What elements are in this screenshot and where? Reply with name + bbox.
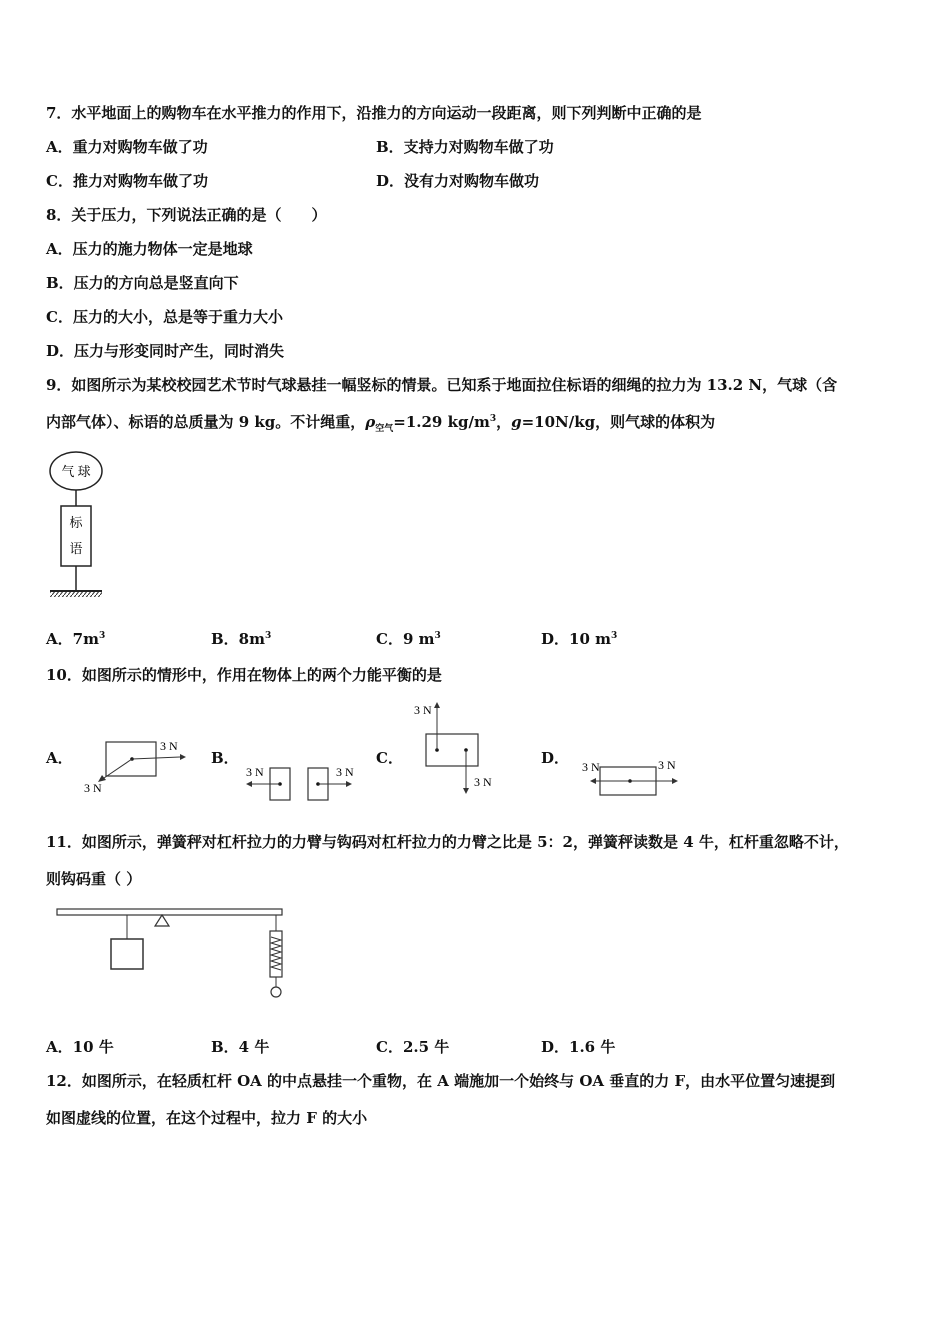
q9-balloon-figure: [40, 445, 120, 605]
force-label-a-right: 3 N: [160, 739, 178, 753]
q10-option-c[interactable]: C．: [376, 749, 403, 767]
force-label-d-left: 3 N: [582, 760, 600, 774]
q9-option-d[interactable]: [541, 628, 617, 649]
rho-subscript: 空气: [375, 424, 394, 434]
banner-char-2: 语: [69, 541, 83, 556]
q12-stem-line2: 如图虚线的位置，在这个过程中，拉力 F 的大小: [46, 1109, 368, 1127]
q10-stem: 10．如图所示的情形中，作用在物体上的两个力能平衡的是: [46, 666, 442, 684]
q10-option-a[interactable]: A．: [46, 749, 73, 767]
q11-stem-line2: 则钩码重（ ）: [46, 870, 142, 888]
q11-option-b[interactable]: B．4 牛: [211, 1038, 270, 1056]
q11-lever-figure: [52, 905, 292, 1005]
q9-option-b-sup: 3: [265, 631, 272, 641]
q9-option-d-text: D．10 m: [541, 630, 611, 648]
cube-superscript: 3: [489, 414, 497, 424]
q7-option-a[interactable]: A．重力对购物车做了功: [46, 138, 208, 156]
q11-stem-line1: 11．如图所示，弹簧秤对杠杆拉力的力臂与钩码对杠杆拉力的力臂之比是 5：2，弹簧秤读数是 4 牛，杠杆重忽略不计，: [46, 833, 849, 851]
force-label-d-right: 3 N: [658, 758, 676, 772]
q9-stem-part-b: =1.29 kg/m: [393, 413, 490, 431]
q9-option-b[interactable]: [211, 628, 271, 649]
q9-option-c-text: C．9 m: [376, 630, 435, 648]
q9-stem-part-d: =10N/kg，则气球的体积为: [521, 413, 716, 431]
q9-option-a-text: A．7m: [46, 630, 99, 648]
q9-option-c[interactable]: [376, 628, 441, 649]
q7-option-d[interactable]: D．没有力对购物车做功: [376, 172, 540, 190]
q12-stem-line1: 12．如图所示，在轻质杠杆 OA 的中点悬挂一个重物，在 A 端施加一个始终与 OA 垂直的力 F，由水平位置匀速提到: [46, 1072, 836, 1090]
banner-char-1: 标: [69, 515, 83, 530]
q7-option-c[interactable]: C．推力对购物车做了功: [46, 172, 208, 190]
q10-figure-d: [576, 755, 696, 805]
q9-stem-line2: [46, 411, 715, 434]
balloon-label: 气 球: [61, 464, 91, 479]
force-label-b-right: 3 N: [336, 765, 354, 779]
q8-option-b[interactable]: B．压力的方向总是竖直向下: [46, 274, 239, 292]
q9-option-b-text: B．8m: [211, 630, 265, 648]
q10-figure-a: [80, 732, 190, 802]
q10-figure-c: [408, 700, 518, 800]
q9-option-a[interactable]: [46, 628, 105, 649]
q8-option-c[interactable]: C．压力的大小，总是等于重力大小: [46, 308, 283, 326]
q9-option-a-sup: 3: [98, 631, 106, 641]
q10-option-b[interactable]: B．: [211, 749, 239, 767]
force-label-c-down: 3 N: [474, 775, 492, 789]
g-symbol: g: [511, 413, 522, 431]
q7-stem: 7．水平地面上的购物车在水平推力的作用下，沿推力的方向运动一段距离，则下列判断中正确的是: [46, 104, 702, 122]
q9-stem-part-c: ，: [496, 413, 512, 431]
q8-option-a[interactable]: A．压力的施力物体一定是地球: [46, 240, 253, 258]
q9-stem-line1: 9．如图所示为某校校园艺术节时气球悬挂一幅竖标的情景。已知系于地面拉住标语的细绳的拉力为 13.2 N，气球（含: [46, 376, 838, 394]
q7-option-b[interactable]: B．支持力对购物车做了功: [376, 138, 554, 156]
rho-symbol: ρ: [365, 413, 376, 431]
q9-option-d-sup: 3: [610, 631, 618, 641]
q9-option-c-sup: 3: [434, 631, 441, 641]
q8-stem: 8．关于压力，下列说法正确的是（ ）: [46, 206, 327, 224]
q8-option-d[interactable]: D．压力与形变同时产生，同时消失: [46, 342, 285, 360]
q10-option-d[interactable]: D．: [541, 749, 570, 767]
q11-option-d[interactable]: D．1.6 牛: [541, 1038, 616, 1056]
q11-option-a[interactable]: A．10 牛: [46, 1038, 114, 1056]
force-label-b-left: 3 N: [246, 765, 264, 779]
q11-option-c[interactable]: C．2.5 牛: [376, 1038, 450, 1056]
force-label-a-left: 3 N: [84, 781, 102, 795]
q9-stem-part-a: 内部气体）、标语的总质量为 9 kg。不计绳重，: [46, 413, 366, 431]
force-label-c-up: 3 N: [414, 703, 432, 717]
q10-figure-b: [240, 760, 370, 805]
